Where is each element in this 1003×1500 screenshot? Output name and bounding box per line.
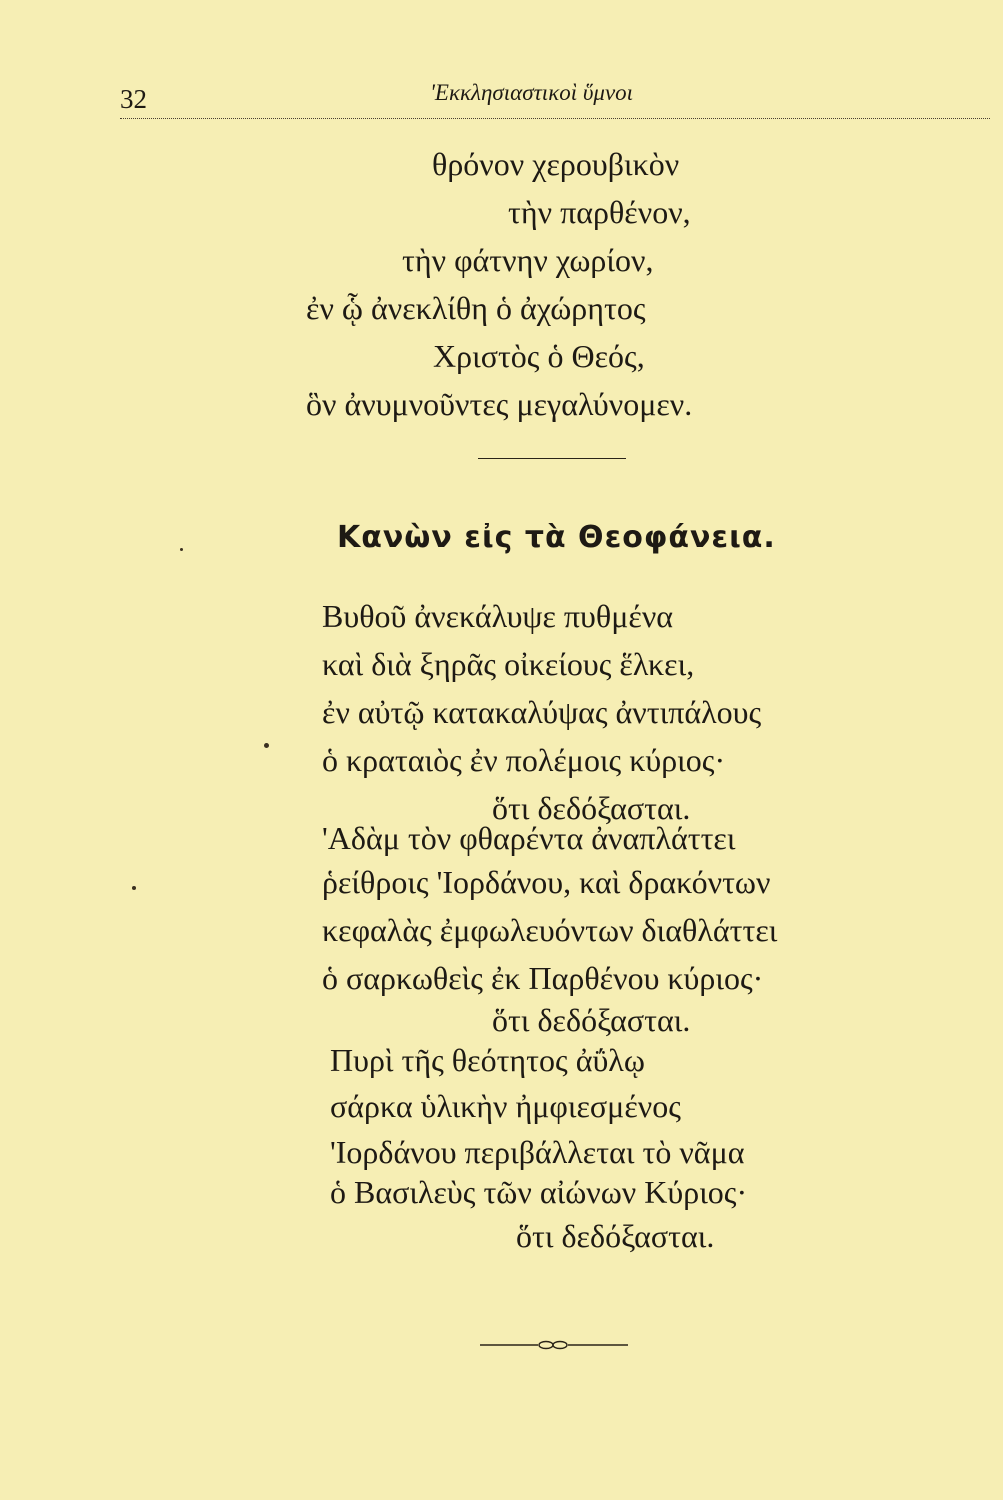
verse-line: κεφαλὰς ἐμφωλευόντων διαθλάττει xyxy=(322,912,778,948)
verse-line: 'Ιορδάνου περιβάλλεται τὸ νᾶμα xyxy=(330,1134,745,1170)
page-header xyxy=(0,0,1003,130)
section-divider xyxy=(478,458,626,459)
verse-line: ὁ σαρκωθεὶς ἐκ Παρθένου κύριος· xyxy=(322,960,764,996)
verse-line: τὴν παρθένον, xyxy=(508,194,691,230)
verse-line: τὴν φάτνην χωρίον, xyxy=(402,242,654,278)
verse-line: Βυθοῦ ἀνεκάλυψε πυθμένα xyxy=(322,598,674,634)
verse-line: ὁ κραταιὸς ἐν πολέμοις κύριος· xyxy=(322,742,726,778)
margin-speck xyxy=(132,886,136,890)
verse-line: καὶ διὰ ξηρᾶς οἰκείους ἕλκει, xyxy=(322,646,695,682)
verse-line: ὃν ἀνυμνοῦντες μεγαλύνομεν. xyxy=(306,386,693,422)
refrain-line: ὅτι δεδόξασται. xyxy=(492,790,691,826)
refrain-line: ὅτι δεδόξασται. xyxy=(492,1002,691,1038)
section-heading: Κανὼν εἰς τὰ Θεοφάνεια. xyxy=(337,520,776,555)
margin-speck xyxy=(180,548,183,551)
margin-speck xyxy=(264,743,269,748)
verse-line: ἐν ᾧ ἀνεκλίθη ὁ ἀχώρητος xyxy=(306,290,646,326)
verse-line: 'Αδὰμ τὸν φθαρέντα ἀναπλάττει xyxy=(322,820,736,856)
verse-line: Χριστὸς ὁ Θεός, xyxy=(433,338,645,374)
header-rule xyxy=(120,118,990,119)
verse-line: ἐν αὐτῷ κατακαλύψας ἀντιπάλους xyxy=(322,694,762,730)
page-number: 32 xyxy=(120,84,147,114)
verse-line: ῥείθροις 'Ιορδάνου, καὶ δρακόντων xyxy=(322,864,771,900)
verse-line: Πυρὶ τῆς θεότητος ἀΰλῳ xyxy=(330,1042,645,1078)
refrain-line: ὅτι δεδόξασται. xyxy=(516,1218,715,1254)
end-ornament xyxy=(480,1335,628,1355)
verse-line: σάρκα ὑλικὴν ἠμφιεσμένος xyxy=(330,1088,681,1124)
verse-line: θρόνον χερουβικὸν xyxy=(432,146,680,182)
running-title: 'Εκκλησιαστικοὶ ὕμνοι xyxy=(430,80,634,105)
verse-line: ὁ Βασιλεὺς τῶν αἰώνων Κύριος· xyxy=(330,1174,748,1210)
